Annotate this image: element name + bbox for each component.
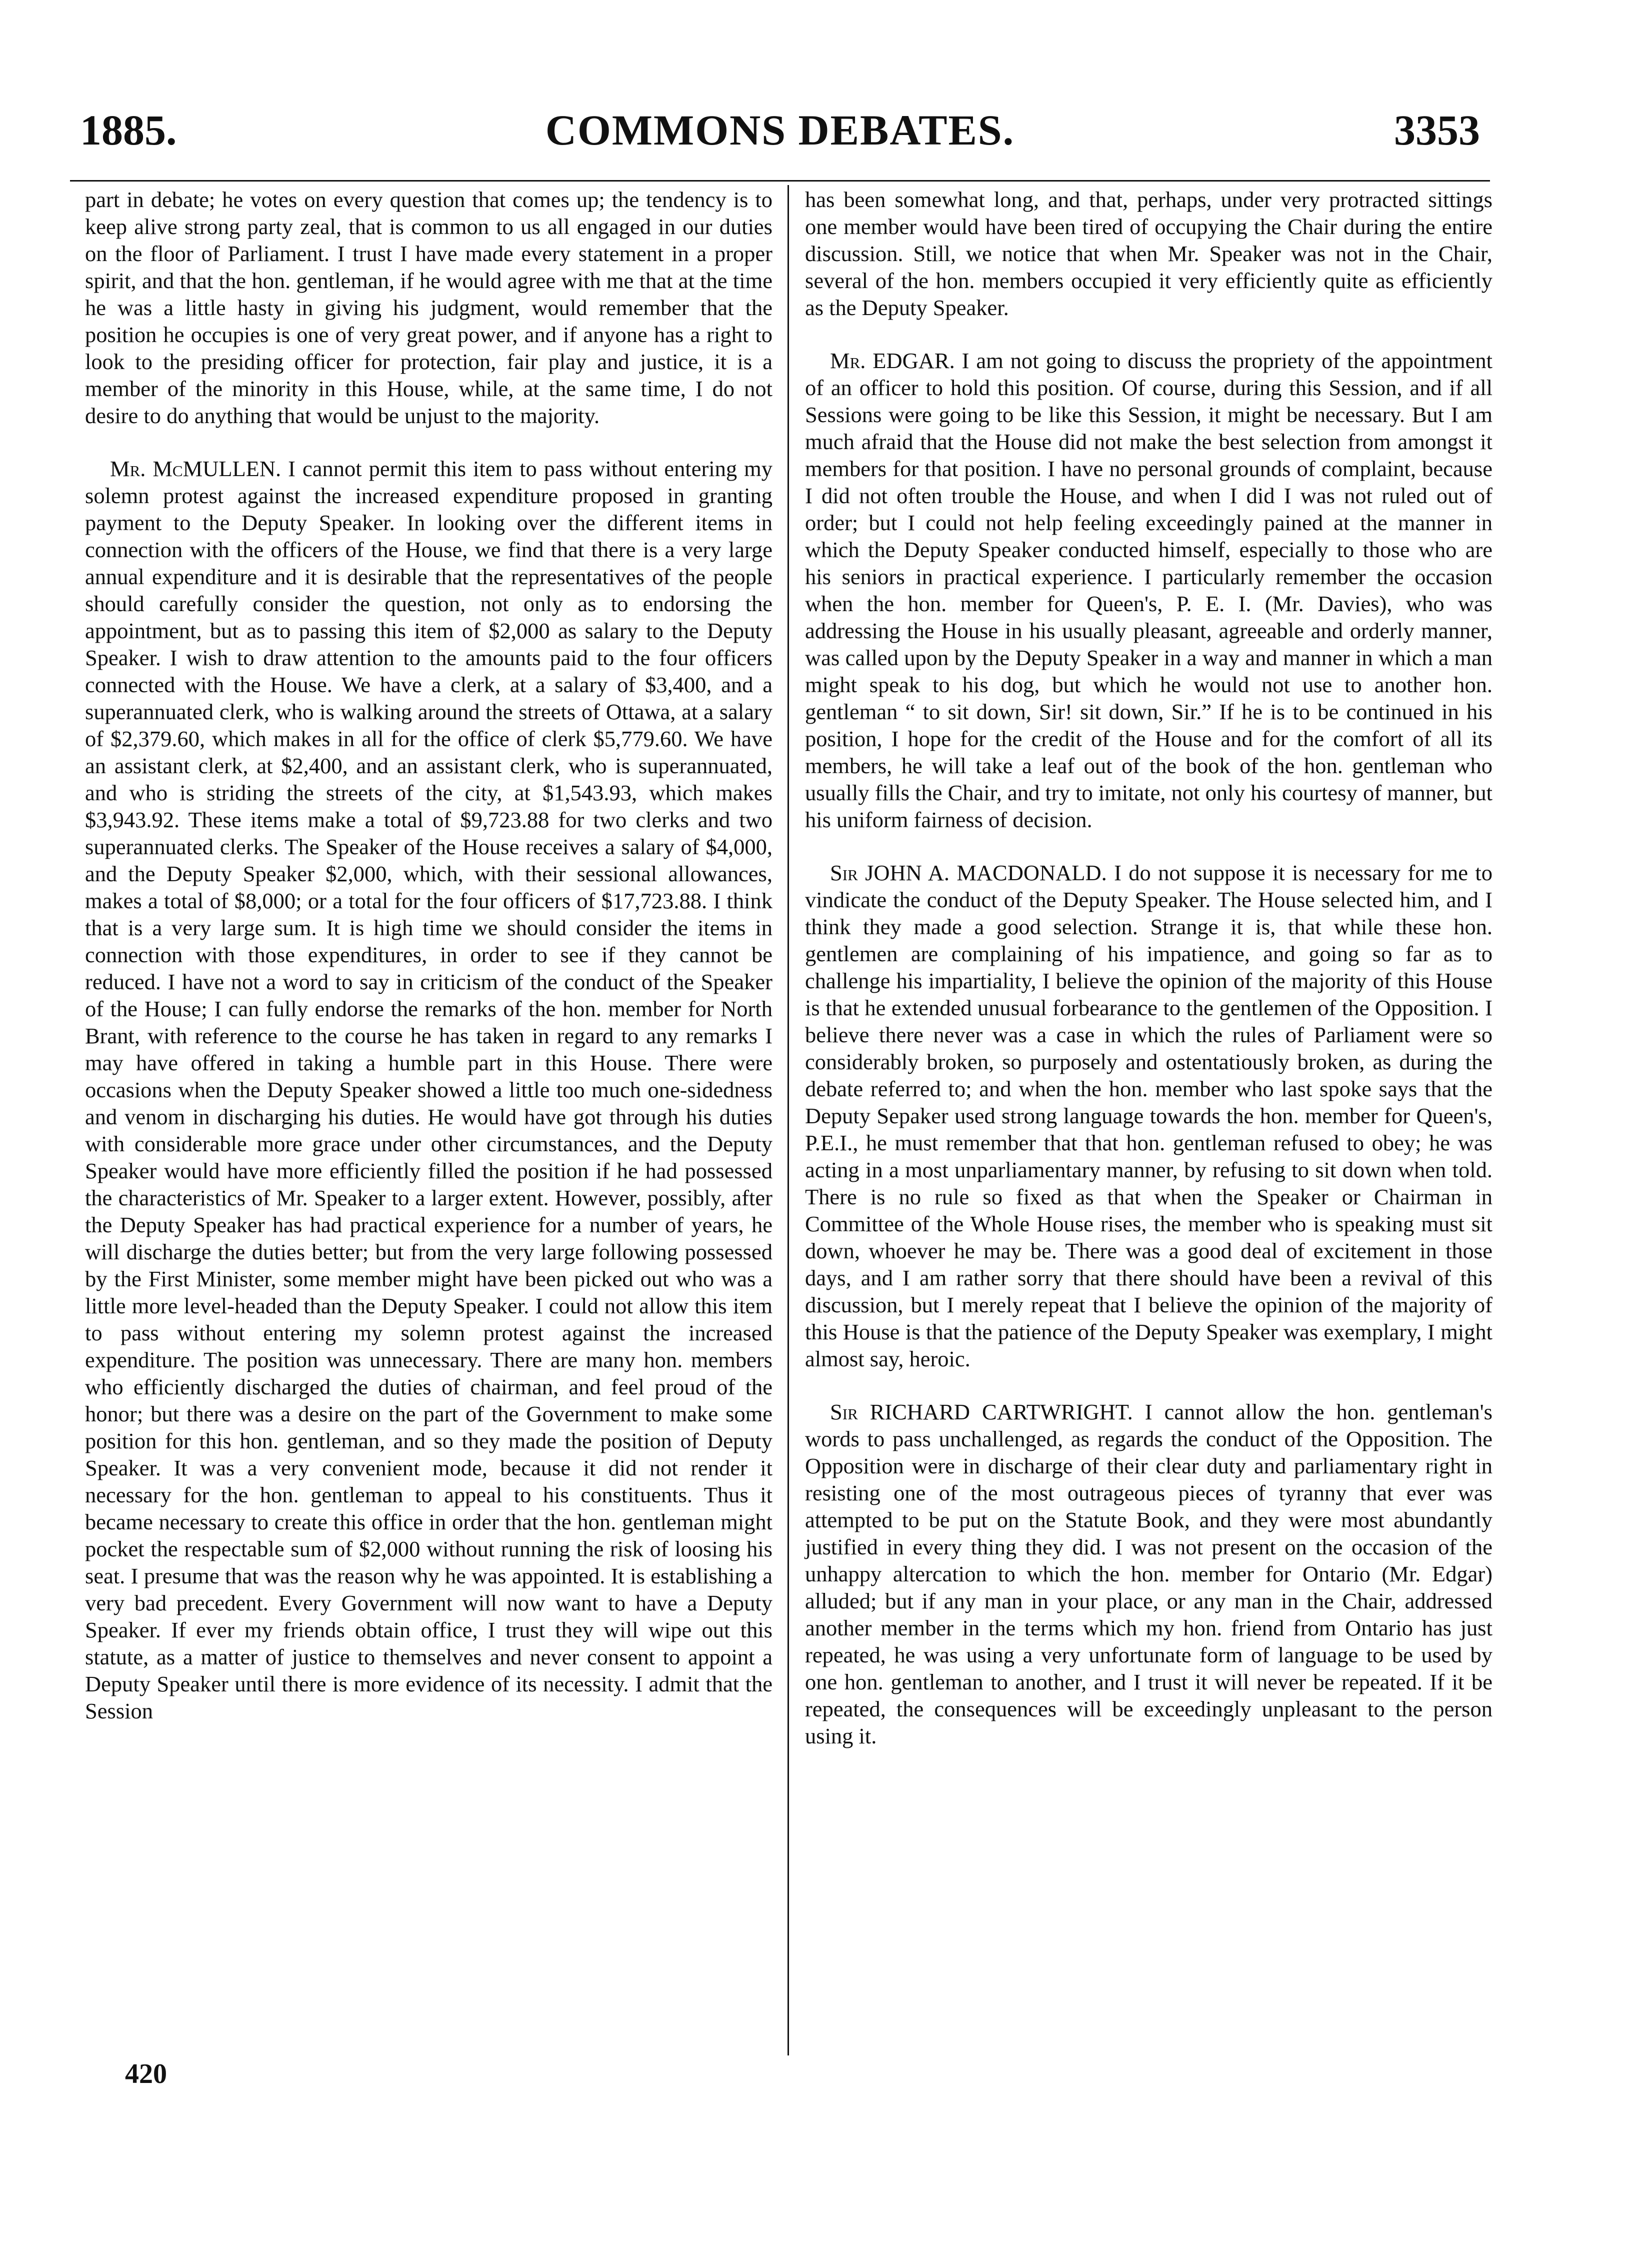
speech-mcmullen	[85, 455, 772, 1724]
right-column	[805, 186, 1492, 1775]
speaker-name: Sir JOHN A. MACDONALD.	[830, 860, 1107, 885]
speaker-name: Mr. McMULLEN.	[110, 456, 282, 481]
left-continuation-paragraph: part in debate; he votes on every question that comes up; the tendency is to keep alive strong party zeal, that is common to us all engaged in our duties on the floor of Parliament. I trust I have made every statement in a proper spirit, and that the hon. gentleman, if he would agree with me that at the time he was a little hasty in giving his judgment, would remember that the position he occupies is one of very great power, and if anyone has a right to look to the presiding officer for protection, fair play and justice, it is a member of the minority in this House, while, at the same time, I do not desire to do anything that would be unjust to the majority.	[85, 187, 772, 428]
speech-text: I cannot permit this item to pass without entering my solemn protest against the increased expenditure proposed in granting payment to the Deputy Speaker. In looking over the different items in connection with the officers of the House, we find that there is a very large annual expenditure and it is desirable that the representatives of the people should carefully consider the question, not only as to endorsing the appointment, but as to passing this item of $2,000 as salary to the Deputy Speaker. I wish to draw attention to the amounts paid to the four officers connected with the House. We have a clerk, at a salary of $3,400, and a superannuated clerk, who is walking around the streets of Ottawa, at a salary of $2,379.60, which makes in all for the office of clerk $5,779.60. We have an assistant clerk, at $2,400, and an assistant clerk, who is superannuated, and who is striding the streets of the city, at $1,543.93, which makes $3,943.92. These items make a total of $9,723.88 for two clerks and two superannuated clerks. The Speaker of the House receives a salary of $4,000, and the Deputy Speaker $2,000, which, with their sessional allowances, makes a total of $8,000; or a total for the four officers of $17,723.88. I think that is a very large sum. It is high time we should consider the items in connection with those expenditures, in order to see if they cannot be reduced. I have not a word to say in criticism of the conduct of the Speaker of the House; I can fully endorse the remarks of the hon. member for North Brant, with reference to the course he has taken in regard to any remarks I may have offered in taking a humble part in this House. There were occasions when the Deputy Speaker showed a little too much one-sidedness and venom in discharging his duties. He would have got through his duties with considerable more grace under other circumstances, and the Deputy Speaker would have more efficiently filled the position if he had possessed the characteristics of Mr. Speaker to a larger extent. However, possibly, after the Deputy Speaker has had practical experience for a number of years, he will discharge the duties better; but from the very large following possessed by the First Minister, some member might have been picked out who was a little more level-headed than the Deputy Speaker. I could not allow this item to pass without entering my solemn protest against the increased expenditure. The position was unnecessary. There are many hon. members who efficiently discharged the duties of chairman, and feel proud of the honor; but there was a desire on the part of the Government to make some position for this hon. gentleman, and so they made the position of Deputy Speaker. It was a very convenient mode, because it did not render it necessary for the hon. gentleman to appeal to his constituents. Thus it became necessary to create this office in order that the hon. gentleman might pocket the respectable sum of $2,000 without running the risk of loosing his seat. I presume that was the reason why he was appointed. It is establishing a very bad precedent. Every Government will now want to have a Deputy Speaker. If ever my friends obtain office, I trust they will wipe out this statute, as a matter of justice to themselves and never consent to appoint a Deputy Speaker until there is more evidence of its necessity. I admit that the Session	[85, 456, 772, 1723]
speech-text: I am not going to discuss the propriety of the appointment of an officer to hold this position. Of course, during this Session, and if all Sessions were going to be like this Session, it might be necessary. But I am much afraid that the House did not make the best selection from amongst it members for that position. I have no personal grounds of complaint, because I did not often trouble the House, and when I did I was not ruled out of order; but I could not help feeling exceedingly pained at the manner in which the Deputy Speaker conducted himself, especially to those who are his seniors in practical experience. I particularly remember the occasion when the hon. member for Queen's, P. E. I. (Mr. Davies), who was addressing the House in his usually pleasant, agreeable and orderly manner, was called upon by the Deputy Speaker in a way and manner in which a man might speak to his dog, but which he would not use to another hon. gentleman “ to sit down, Sir! sit down, Sir.” If he is to be continued in his position, I hope for the credit of the House and for the comfort of all its members, he will take a leaf out of the book of the hon. gentleman who usually fills the Chair, and try to imitate, not only his courtesy of manner, but his uniform fairness of decision.	[805, 348, 1492, 832]
speech-edgar	[805, 347, 1492, 833]
page-folio: 420	[125, 2058, 167, 2089]
right-continuation-paragraph: has been somewhat long, and that, perhaps, under very protracted sittings one member would have been tired of occupying the Chair during the entire discussion. Still, we notice that when Mr. Speaker was not in the Chair, several of the hon. members occupied it very efficiently quite as efficiently as the Deputy Speaker.	[805, 187, 1492, 320]
speech-text: I do not suppose it is necessary for me to vindicate the conduct of the Deputy Speaker. The House selected him, and I think they made a good selection. Strange it is, that while these hon. gentlemen are complaining of his impatience, and going so far as to challenge his impartiality, I believe the opinion of the majority of this House is that he extended unusual forbearance to the gentlemen of the Opposition. I believe there never was a case in which the rules of Parliament were so considerably broken, so purposely and ostentatiously broken, as during the debate referred to; and when the hon. member who last spoke says that the Deputy Sepaker used strong language towards the hon. member for Queen's, P.E.I., he must remember that that hon. gentleman refused to obey; he was acting in a most unparliamentary manner, by refusing to sit down when told. There is no rule so fixed as that when the Speaker or Chairman in Committee of the Whole House rises, the member who is speaking must sit down, whoever he may be. There was a good deal of excitement in those days, and I am rather sorry that there should have been a revival of this discussion, but I merely repeat that I believe the opinion of the majority of this House is that the patience of the Deputy Speaker was exemplary, I might almost say, heroic.	[805, 860, 1492, 1371]
speaker-name: Mr. EDGAR.	[830, 348, 955, 373]
header-page-number: 3353	[1394, 106, 1480, 154]
speech-cartwright	[805, 1398, 1492, 1749]
speech-text: I cannot allow the hon. gentleman's words to pass unchallenged, as regards the conduct of the Opposition. The Opposition were in discharge of their clear duty and parliamentary right in resisting one of the most outrageous pieces of tyranny that ever was attempted to be put on the Statute Book, and they were most abundantly justified in every thing they did. I was not present on the occasion of the unhappy altercation to which the hon. member for Ontario (Mr. Edgar) alluded; but if any man in your place, or any man in the Chair, addressed another member in the terms which my hon. friend from Ontario has just repeated, he was using a very unfortunate form of language to be used by one hon. gentleman to another, and I trust it will never be repeated. If it be repeated, the consequences will be exceedingly unpleasant to the person using it.	[805, 1399, 1492, 1748]
header-title: COMMONS DEBATES.	[545, 106, 1015, 154]
speech-macdonald	[805, 859, 1492, 1372]
header-year: 1885.	[80, 106, 177, 154]
left-column	[85, 186, 772, 1750]
speaker-name: Sir RICHARD CARTWRIGHT.	[830, 1399, 1133, 1424]
column-divider	[788, 185, 789, 2055]
page-header	[70, 105, 1490, 182]
